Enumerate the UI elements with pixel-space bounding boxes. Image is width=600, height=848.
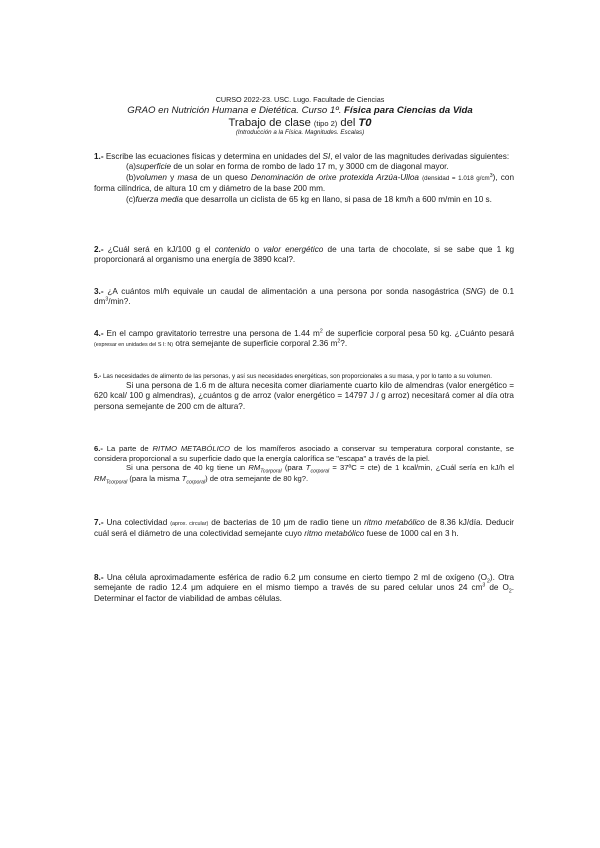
q8-text-3: de O	[489, 583, 509, 593]
question-number: 1.-	[94, 152, 104, 161]
title-tipo: (tipo 2)	[313, 119, 338, 128]
q2-text-2: de una tarta de chocolate, si se sabe que 1 kg proporcionará al organismo una energía de 3890 kcal?.	[94, 245, 515, 265]
q1-si: SI	[322, 152, 331, 161]
q3-text-1: ¿A cuántos ml/h equivale un caudal de alimentación a una persona por sonda nasogástrica (	[107, 287, 466, 296]
document-header	[60, 95, 540, 136]
question-4	[94, 329, 514, 351]
q6-rm: RITMO METABÓLICO	[152, 444, 231, 453]
subject-name: Física para Ciencias da Vida	[344, 105, 473, 116]
q7-note: (aprox. circular)	[170, 521, 209, 527]
q6-rm-sub-2: Tcorporal	[105, 479, 128, 486]
question-number: 2.-	[94, 245, 104, 254]
q7-text-3: de 8.36 kJ/día. Deducir cuál será el diámetro de una colectividad semejante cuyo	[94, 518, 514, 539]
q7-text-2: de bacterias de 10 μm de radio tiene un	[211, 518, 362, 527]
q8-text-4: . Determinar el factor de viabilidad de ambas células.	[94, 583, 514, 603]
q1b-term: volumen	[136, 172, 167, 182]
q8-text-1: Una célula aproximadamente esférica de radio 6.2 μm consume en cierto tiempo 2 ml de oxígeno (O	[106, 573, 487, 582]
q1a-text: de un solar en forma de rombo de lado 17 m, y 3000 cm de diagonal mayor.	[173, 162, 449, 172]
q4-text-4: ?.	[340, 339, 348, 349]
q4-units-note: (expresar en unidades del S I: N)	[94, 342, 174, 349]
q2-term-1: contenido	[214, 245, 251, 254]
q5-text-2: Si una persona de 1.6 m de altura necesita comer diariamente cuarto kilo de almendras (valor energético = 620 kcal/ 100 g almendras), ¿cuántos g de arroz (valor energético = 14797 J / g arroz) necesitará comer al día otra persona semejante de 200 cm de altura?.	[94, 381, 514, 411]
q3-text-2: ) de 0.1 dm	[94, 287, 515, 307]
question-7	[94, 518, 514, 540]
title-main: Trabajo de clase	[228, 117, 311, 129]
question-number: 8.-	[94, 573, 104, 582]
question-number: 7.-	[94, 518, 104, 527]
question-2	[94, 245, 514, 266]
q1b-dens-text: (densidad = 1.018 g/cm	[422, 174, 490, 182]
q6-t-sub-2: corporal	[186, 479, 206, 486]
q8-sub-1: 2	[486, 578, 490, 585]
q6-rm-label: RM	[248, 463, 261, 473]
degree-text: GRAO en Nutrición Humana e Dietética. Curso 1º.	[127, 105, 342, 116]
q1c-text: que desarrolla un ciclista de 65 kg en llano, si pasa de 18 km/h a 600 m/min en 10 s.	[185, 194, 492, 204]
question-5	[94, 372, 514, 412]
q8-text-2: ). Otra semejante de radio 12.4 μm adquiere en el mismo tiempo a través de su pared celular unos 24 cm	[94, 573, 515, 593]
q1c-term: fuerza media	[135, 194, 183, 204]
q2-term-2: valor energético	[263, 245, 324, 254]
q6-t-sub: corporal	[310, 468, 330, 475]
q1b-text: de un queso	[200, 172, 248, 182]
q6-text-1: La parte de	[106, 444, 149, 453]
q7-text-4: fuese de 1000 cal en 3 h.	[366, 529, 459, 539]
q3-text-3: /min?.	[108, 297, 131, 307]
q1c-label: (c)	[126, 194, 136, 204]
degree-line	[60, 105, 540, 116]
page-title	[60, 117, 540, 129]
q1b-dens-exp: 3	[489, 172, 493, 179]
q6-p2-2: (para	[284, 463, 303, 473]
q8-exp: 3	[482, 582, 486, 589]
q2-o: o	[254, 245, 259, 254]
q3-exp: 3	[105, 296, 109, 303]
q1b-term2: masa	[177, 172, 198, 182]
q6-rm-short-2	[94, 473, 128, 486]
q7-rm-2: ritmo metabólico	[304, 529, 365, 539]
q4-exp-1: 2	[319, 328, 323, 335]
q6-tcorp-2	[181, 473, 206, 486]
q1a-term: superficie	[136, 162, 172, 172]
q1b-label: (b)	[126, 172, 137, 182]
q4-text-3: otra semejante de superficie corporal 2.36 m	[175, 339, 338, 349]
q6-p2-3: = 37ºC = cte) de 1 kcal/min, ¿Cuál sería en kJ/h el	[332, 463, 514, 473]
title-del: del	[340, 117, 356, 129]
q8-sub-2: 2	[508, 589, 512, 596]
page-subtitle: (Introducción a la Física. Magnitudes. Escalas)	[235, 129, 365, 136]
q5-text-1: Las necesidades de alimento de las personas, y así sus necesidades energéticas, son proporcionales a su masa, y por lo tanto a su volumen.	[102, 373, 492, 380]
q1b-density	[422, 172, 493, 182]
question-number: 3.-	[94, 287, 104, 296]
q6-rm-short	[248, 463, 282, 475]
q6-t-label-2: T	[181, 473, 187, 483]
question-1	[94, 152, 514, 205]
q1b-denomination: Denominación de orixe protexida Arzúa-Ulloa	[250, 172, 419, 182]
q6-p2-5: ) de otra semejante de 80 kg?.	[205, 473, 309, 483]
q6-p2-4: (para la misma	[129, 473, 180, 483]
q4-exp-2: 2	[337, 338, 341, 345]
q2-text-1: ¿Cuál será en kJ/100 g el	[107, 245, 211, 254]
question-3	[94, 287, 514, 308]
q6-tcorp	[305, 463, 330, 475]
question-number: 6.-	[94, 444, 103, 453]
q7-text-1: Una colectividad	[106, 518, 168, 527]
q3-sng: SNG	[465, 287, 484, 296]
q6-rm-label-2: RM	[94, 473, 106, 483]
question-number: 5.-	[94, 373, 102, 380]
q1-intro-end: , el valor de las magnitudes derivadas siguientes:	[330, 152, 510, 161]
q4-text-2: de superficie corporal pesa 50 kg. ¿Cuánto pesará	[325, 329, 514, 338]
q7-rm: ritmo metabólico	[364, 518, 425, 527]
q1-intro: Escribe las ecuaciones físicas y determina en unidades del	[105, 152, 321, 161]
q6-p2-1: Si una persona de 40 kg tiene un	[126, 463, 246, 473]
q1a-label: (a)	[126, 162, 137, 172]
course-line: CURSO 2022-23. USC. Lugo. Facultade de Ciencias	[215, 95, 385, 104]
q6-text-2: de los mamíferos asociado a conservar su temperatura corporal constante, se considera proporcional a su superficie dado que la energía calorífica se "escapa" a través de la piel.	[94, 444, 514, 463]
question-8	[94, 573, 514, 604]
q1b-y: y	[170, 172, 175, 182]
question-number: 4.-	[94, 329, 104, 338]
title-code: T0	[358, 117, 372, 129]
q1b-dens-end: ), con forma cilíndrica, de altura 10 cm y diámetro de la base 200 mm.	[94, 172, 515, 194]
q6-t-label: T	[305, 463, 311, 473]
q4-text-1: En el campo gravitatorio terrestre una persona de 1.44 m	[106, 329, 320, 338]
q6-rm-sub: Tcorporal	[260, 468, 282, 475]
question-6	[94, 444, 514, 484]
